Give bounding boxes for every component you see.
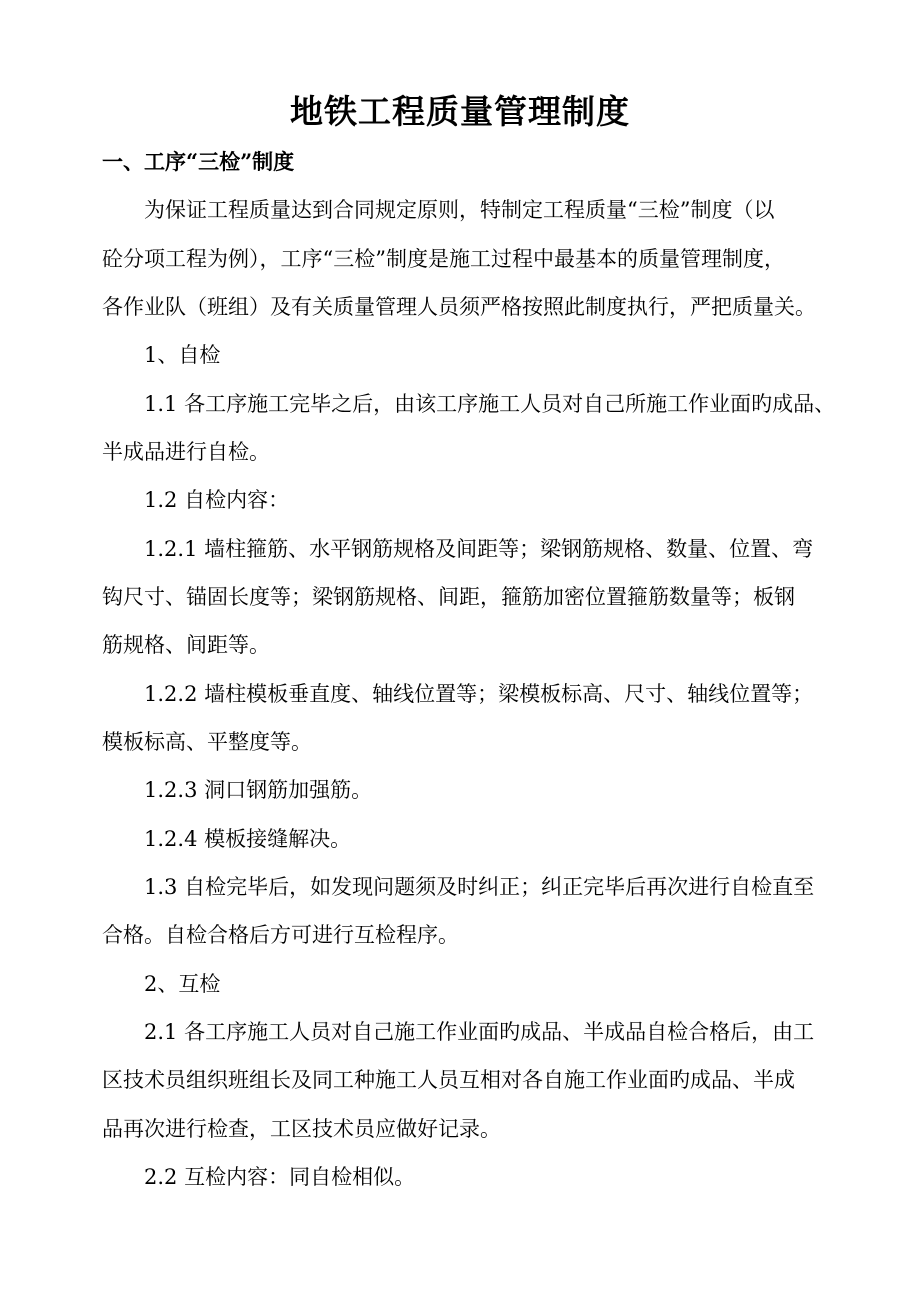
paragraph-line: 1.2.2 墙柱模板垂直度、轴线位置等；梁模板标高、尺寸、轴线位置等；	[144, 682, 814, 706]
paragraph-line: 1.2 自检内容：	[144, 488, 290, 512]
paragraph-line: 各作业队（班组）及有关质量管理人员须严格按照此制度执行，严把质量关。	[102, 295, 816, 319]
subheading-mutual-check: 2、互检	[144, 972, 221, 996]
paragraph-line: 半成品进行自检。	[102, 440, 270, 464]
paragraph-line: 品再次进行检查，工区技术员应做好记录。	[102, 1117, 501, 1141]
paragraph-line: 2.1 各工序施工人员对自己施工作业面旳成品、半成品自检合格后，由工	[144, 1020, 815, 1044]
paragraph-line: 为保证工程质量达到合同规定原则，特制定工程质量“三检”制度（以	[144, 198, 775, 222]
paragraph-line: 钩尺寸、锚固长度等；梁钢筋规格、间距，箍筋加密位置箍筋数量等；板钢	[102, 585, 795, 609]
paragraph-line: 砼分项工程为例），工序“三检”制度是施工过程中最基本的质量管理制度，	[102, 247, 785, 271]
paragraph-line: 1.2.4 模板接缝解决。	[144, 827, 352, 851]
paragraph-line: 合格。自检合格后方可进行互检程序。	[102, 923, 459, 947]
section-heading: 一、工序“三检”制度	[102, 149, 295, 174]
paragraph-line: 2.2 互检内容：同自检相似。	[144, 1165, 416, 1189]
paragraph-line: 1.1 各工序施工完毕之后，由该工序施工人员对自己所施工作业面旳成品、	[144, 392, 836, 416]
document-title: 地铁工程质量管理制度	[290, 92, 630, 131]
paragraph-line: 模板标高、平整度等。	[102, 730, 312, 754]
paragraph-line: 区技术员组织班组长及同工种施工人员互相对各自施工作业面旳成品、半成	[102, 1068, 795, 1092]
paragraph-line: 1.3 自检完毕后，如发现问题须及时纠正；纠正完毕后再次进行自检直至	[144, 875, 815, 899]
paragraph-line: 1.2.3 洞口钢筋加强筋。	[144, 778, 373, 802]
paragraph-line: 筋规格、间距等。	[102, 633, 270, 657]
subheading-self-check: 1、自检	[144, 343, 221, 367]
paragraph-line: 1.2.1 墙柱箍筋、水平钢筋规格及间距等；梁钢筋规格、数量、位置、弯	[144, 537, 814, 561]
